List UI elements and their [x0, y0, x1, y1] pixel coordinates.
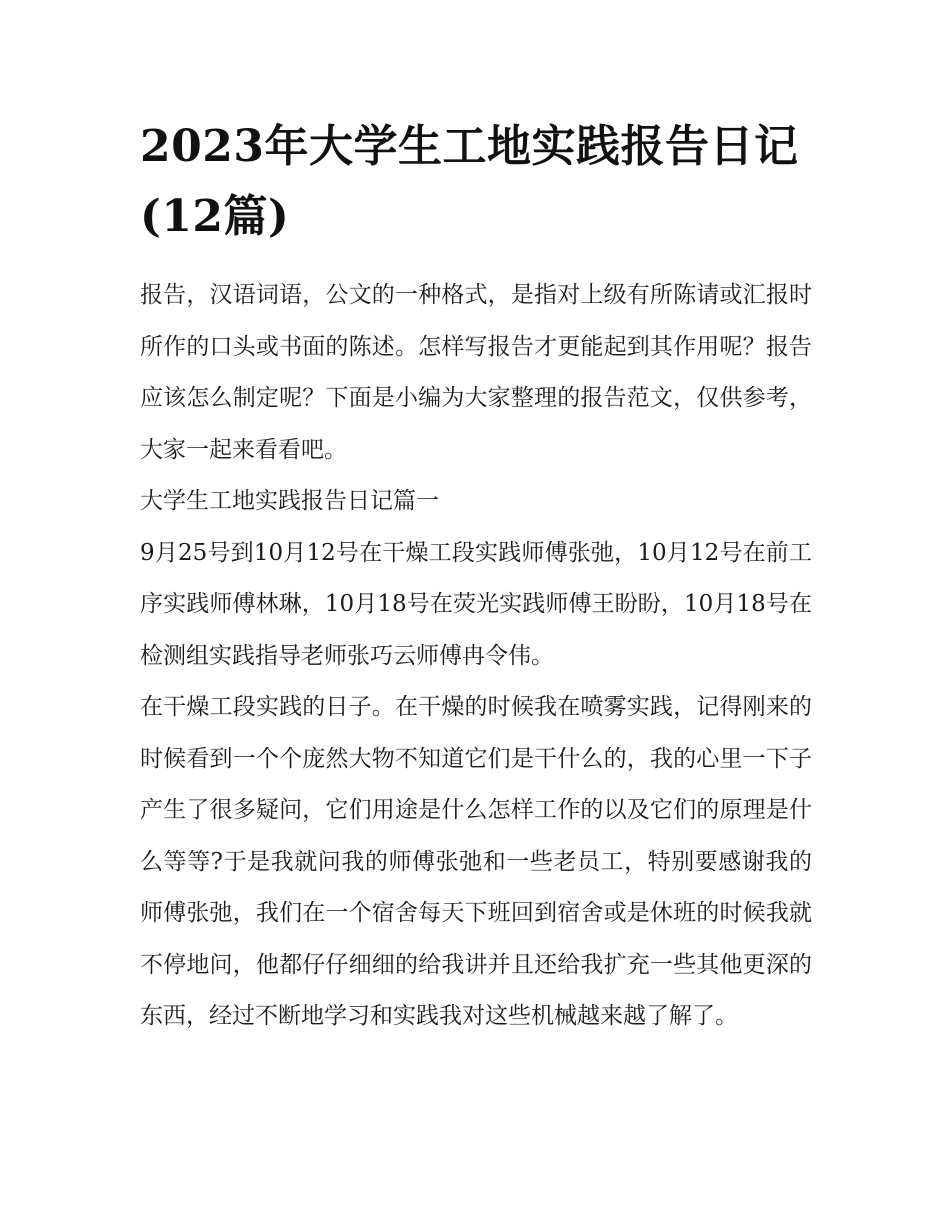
- schedule-paragraph: 9月25号到10月12号在干燥工段实践师傅张弛，10月12号在前工序实践师傅林琳，10月18号在荧光实践师傅王盼盼，10月18号在检测组实践指导老师张巧云师傅冉令伟。: [140, 539, 812, 669]
- document-title: 2023年大学生工地实践报告日记(12篇): [140, 121, 799, 242]
- drying-section-paragraph: 在干燥工段实践的日子。在干燥的时候我在喷雾实践，记得刚来的时候看到一个个庞然大物不知道它们是干什么的，我的心里一下子产生了很多疑问，它们用途是什么怎样工作的以及它们的原理是什么等等?于是我就问我的师傅张弛和一些老员工，特别要感谢我的师傅张弛，我们在一个宿舍每天下班回到宿舍或是休班的时候我就不停地问，他都仔仔细细的给我讲并且还给我扩充一些其他更深的东西，经过不断地学习和实践我对这些机械越来越了解了。: [140, 694, 812, 1029]
- document-page: [140, 112, 812, 1043]
- section-heading: 大学生工地实践报告日记篇一: [140, 488, 439, 514]
- intro-paragraph: 报告，汉语词语，公文的一种格式，是指对上级有所陈请或汇报时所作的口头或书面的陈述。怎样写报告才更能起到其作用呢？报告应该怎么制定呢？下面是小编为大家整理的报告范文，仅供参考，大家一起来看看吧。: [140, 282, 812, 463]
- document-body: [140, 270, 812, 1043]
